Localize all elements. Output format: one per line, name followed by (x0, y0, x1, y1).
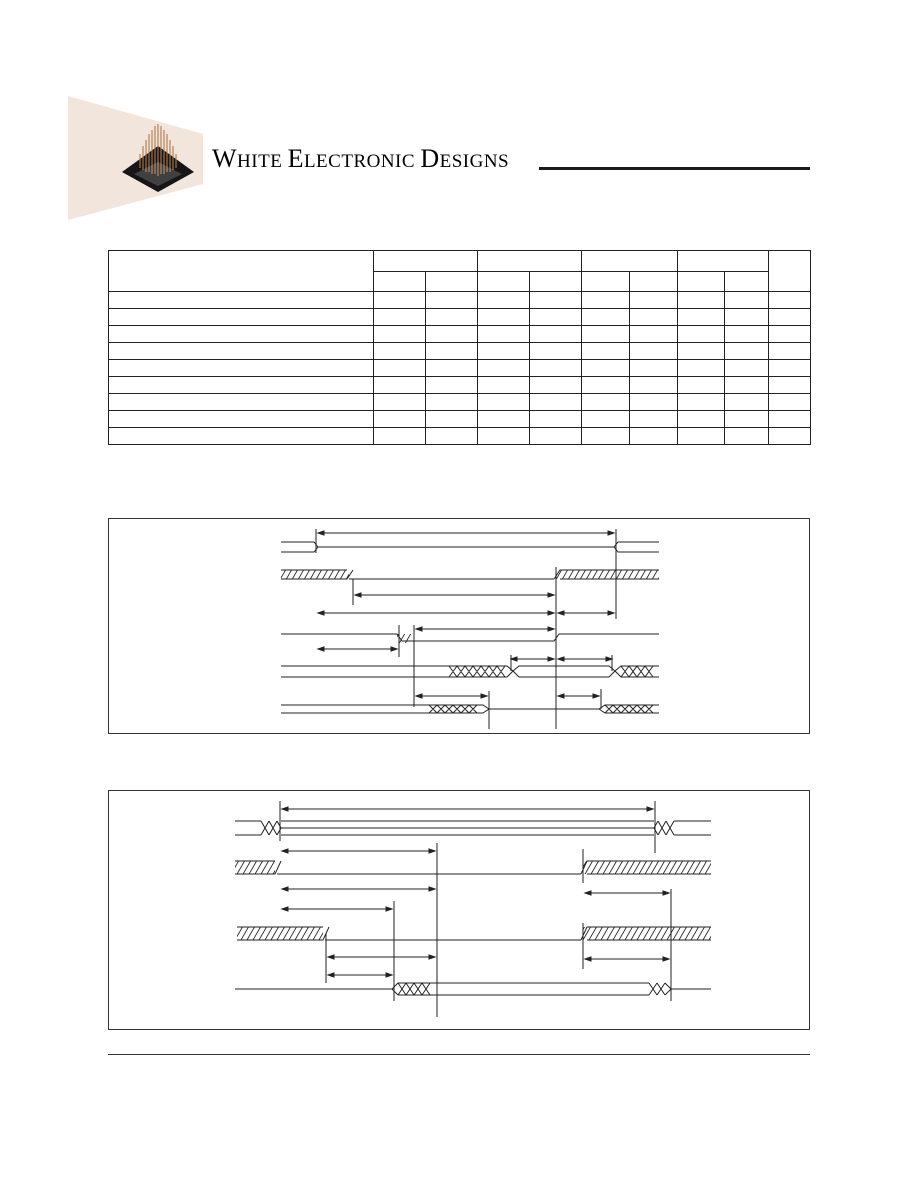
table-cell (426, 394, 478, 411)
table-cell (678, 326, 725, 343)
table-cell (374, 343, 426, 360)
table-cell (530, 411, 582, 428)
table-cell (530, 360, 582, 377)
table-header-group-1 (374, 251, 478, 272)
table-header-group-2 (478, 251, 582, 272)
table-cell (725, 360, 769, 377)
table-cell (678, 360, 725, 377)
table-cell (530, 394, 582, 411)
table-row (109, 343, 811, 360)
table-cell (678, 394, 725, 411)
table-header-min (678, 272, 725, 292)
table-cell (678, 411, 725, 428)
company-name-hite: HITE (237, 151, 288, 172)
footer-rule (108, 1054, 810, 1055)
table-row (109, 326, 811, 343)
table-cell (725, 309, 769, 326)
company-logo-icon (118, 122, 198, 194)
table-cell (725, 394, 769, 411)
table-cell (426, 292, 478, 309)
table-cell (769, 394, 811, 411)
table-cell (630, 292, 678, 309)
table-header-row-1 (109, 251, 811, 272)
table-header-max (725, 272, 769, 292)
table-cell (582, 292, 630, 309)
table-cell (478, 326, 530, 343)
table-cell (426, 377, 478, 394)
table-cell (478, 292, 530, 309)
table-row (109, 377, 811, 394)
read-data-bus-waveform (281, 689, 659, 729)
table-cell (530, 292, 582, 309)
table-cell (478, 428, 530, 445)
table-header-min (582, 272, 630, 292)
table-cell (530, 377, 582, 394)
company-name-w: W (212, 144, 238, 173)
table-cell (109, 377, 374, 394)
table-cell (582, 326, 630, 343)
table-cell (426, 343, 478, 360)
table-cell (769, 343, 811, 360)
table-cell (630, 411, 678, 428)
table-cell (478, 394, 530, 411)
table-cell (109, 343, 374, 360)
table-header-group-4 (678, 251, 769, 272)
table-header-min (478, 272, 530, 292)
table-cell (582, 309, 630, 326)
table-cell (630, 326, 678, 343)
table-cell (426, 411, 478, 428)
table-cell (582, 377, 630, 394)
table-cell (374, 360, 426, 377)
table-cell (109, 360, 374, 377)
table-row (109, 292, 811, 309)
table-cell (769, 326, 811, 343)
header-rule (539, 167, 810, 170)
table-header-min (374, 272, 426, 292)
write-address-waveform (235, 801, 711, 853)
table-cell (374, 377, 426, 394)
table-cell (725, 377, 769, 394)
table-cell (374, 411, 426, 428)
table-cell (426, 428, 478, 445)
table-cell (478, 377, 530, 394)
table-cell (426, 326, 478, 343)
table-cell (426, 360, 478, 377)
table-row (109, 428, 811, 445)
table-cell (109, 428, 374, 445)
table-cell (678, 343, 725, 360)
table-cell (630, 343, 678, 360)
write-data-in-waveform (235, 983, 711, 995)
table-cell (678, 377, 725, 394)
table-cell (530, 343, 582, 360)
company-name-e: E (287, 144, 304, 173)
table-header-units (769, 251, 811, 292)
table-body (109, 292, 811, 445)
table-cell (374, 309, 426, 326)
read-cycle-waveforms (109, 519, 809, 733)
read-cycle-timing-diagram (108, 518, 810, 734)
table-cell (725, 326, 769, 343)
table-cell (478, 343, 530, 360)
company-name-lectronic: LECTRONIC (303, 151, 421, 172)
table-cell (530, 309, 582, 326)
table-cell (725, 428, 769, 445)
table-cell (769, 411, 811, 428)
table-cell (725, 292, 769, 309)
table-cell (530, 428, 582, 445)
table-cell (769, 360, 811, 377)
table-cell (769, 292, 811, 309)
table-cell (769, 377, 811, 394)
table-cell (582, 394, 630, 411)
table-row (109, 360, 811, 377)
table-cell (426, 309, 478, 326)
table-cell (374, 292, 426, 309)
table-cell (582, 360, 630, 377)
table-cell (374, 428, 426, 445)
table-header-max (426, 272, 478, 292)
write-cycle-waveforms (109, 791, 809, 1029)
company-name-d: D (420, 144, 440, 173)
table-cell (374, 394, 426, 411)
table-cell (725, 411, 769, 428)
table-header-max (530, 272, 582, 292)
table-cell (109, 292, 374, 309)
table-cell (678, 292, 725, 309)
table-cell (582, 343, 630, 360)
company-name (212, 144, 509, 177)
write-enable-waveform (237, 901, 711, 1001)
spec-table (108, 250, 811, 445)
table-cell (678, 309, 725, 326)
table-header-parameter (109, 251, 374, 292)
read-data-out-waveform (281, 655, 659, 677)
table-row (109, 411, 811, 428)
table-cell (630, 309, 678, 326)
table-cell (478, 411, 530, 428)
table-header-max (630, 272, 678, 292)
table-header-group-3 (582, 251, 678, 272)
table-cell (478, 360, 530, 377)
table-cell (630, 377, 678, 394)
write-cycle-timing-diagram (108, 790, 810, 1030)
table-cell (678, 428, 725, 445)
table-row (109, 394, 811, 411)
table-cell (725, 343, 769, 360)
table-cell (630, 360, 678, 377)
table-cell (530, 326, 582, 343)
table-cell (630, 428, 678, 445)
table-cell (630, 394, 678, 411)
table-cell (374, 326, 426, 343)
table-cell (109, 394, 374, 411)
table-cell (582, 411, 630, 428)
table-cell (109, 326, 374, 343)
company-name-esigns: ESIGNS (439, 151, 510, 172)
table-cell (109, 411, 374, 428)
table-cell (769, 309, 811, 326)
table-cell (769, 428, 811, 445)
table-row (109, 309, 811, 326)
table-cell (478, 309, 530, 326)
table-cell (109, 309, 374, 326)
table-cell (582, 428, 630, 445)
